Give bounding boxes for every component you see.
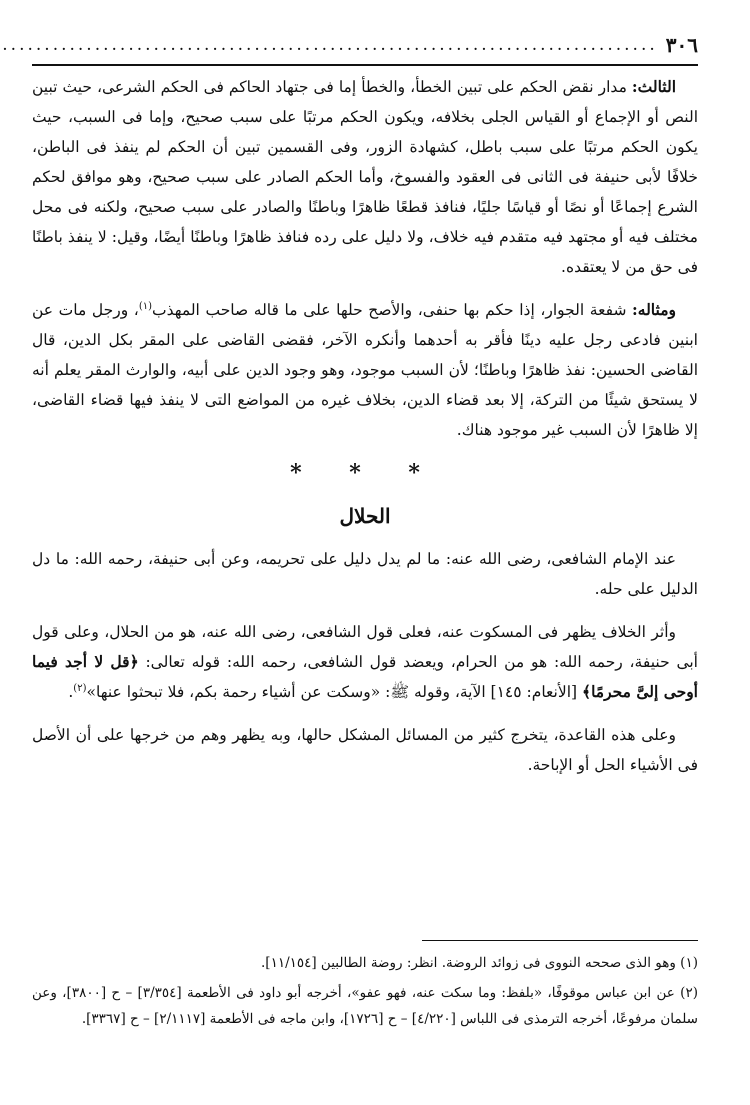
main-text [32,72,698,793]
footnotes [32,950,698,1036]
paragraph-text: مدار نقض الحكم على تبين الخطأ، والخطأ إما فى جتهاد الحاكم فى الحكم الشرعى، حيث تبين النص أو الإجماع أو القياس الجلى بخلافه، ويكون الحكم مرتبًا على سبب صحيح، وإما فى السبب، حيث يكون الحكم مرتبًا على سبب باطل، كشهادة الزور، وفى القسمين تبين أن الحكم لم ينفذ فى الباطن، خلافًا لأبى حنيفة فى الثانى فى العقود والفسوخ، وأما الحكم الصادر على سبب صحيح، وهو موافق لحكم الشرع إجماعًا أو نصًا أو قياسًا جليًا، فنافذ قطعًا ظاهرًا وباطنًا والصادر على سبب صحيح، ولكنه فى محل مختلف فيه أو مجتهد فيه متقدم فيه خلاف، ولا دليل على رده فنافذ ظاهرًا وباطنًا أيضًا، وقيل: لا ينفذ باطنًا فى حق من لا يعتقده. [32,78,698,276]
paragraph-text: شفعة الجوار، إذا حكم بها حنفى، والأصح حلها على ما قاله صاحب المهذب [152,301,633,319]
paragraph-text: عند الإمام الشافعى، رضى الله عنه: ما لم يدل دليل على تحريمه، وعن أبى حنيفة، رحمه الله: ما دل الدليل على حله. [32,550,698,598]
paragraph-text: وعلى هذه القاعدة، يتخرج كثير من المسائل المشكل حالها، وبه يظهر وهم من خرجها على أن الأصل فى الأشياء الحل أو الإباحة. [32,726,698,774]
section-heading: الحلال [339,504,391,528]
footnote-marker-2[interactable]: (٢) [73,682,87,694]
paragraph-text: ، ورجل مات عن ابنين فادعى رجل عليه دينًا فأقر به أحدهما وأنكره الآخر، فقضى القاضى على المقر بكل الدين، قال القاضى الحسين: نفذ ظاهرًا وباطنًا؛ لأن السبب موجود، وهو وجود الدين على أبيه، والوارث المقر يعلم أنه لا يستحق شيئًا من التركة، إلا بعد قضاء الدين، بخلاف غيره من المواضع التى لا ينفذ فيها قضاء القاضى، إلا ظاهرًا لأن السبب غير موجود هناك. [32,301,698,439]
paragraph-text: . [68,683,74,701]
footnote-1: (١) وهو الذى صححه النووى فى زوائد الروضة. انظر: روضة الطالبين [١١/١٥٤]. [261,955,698,971]
paragraph-text: [الأنعام: ١٤٥] الآية، وقوله ﷺ: «وسكت عن أشياء رحمة بكم، فلا تبحثوا عنها» [86,683,582,701]
paragraph-third [32,72,698,282]
footnote-marker-1[interactable]: (١) [138,300,152,312]
paragraph-rule [32,720,698,780]
section-separator: * * * [290,460,440,486]
running-header [2,30,698,60]
header-rule [32,64,698,66]
footnote-rule [422,940,698,941]
header-leader-dots: .............................................................................. [2,35,658,55]
paragraph-dispute [32,617,698,707]
footnote-2: (٢) عن ابن عباس موقوفًا، «بلفظ: وما سكت عنه، فهو عفو»، أخرجه أبو داود فى الأطعمة [٣/٣٥٤] – ح [٣٨٠٠]، وعن سلمان مرفوعًا، أخرجه الترمذى فى اللباس [٤/٢٢٠] – ح [١٧٢٦]، وابن ماجه فى الأطعمة [٢/١١١٧] – ح [٣٣٦٧]. [32,985,698,1027]
paragraph-text: وأثر الخلاف يظهر فى المسكوت عنه، فعلى قول الشافعى، رضى الله عنه، هو من الحلال، وعلى قول أبى حنيفة، رحمه الله: هو من الحرام، ويعضد قول الشافعى، رحمه الله: قوله تعالى: [32,623,698,671]
page-number: ٣٠٦ [665,33,698,57]
paragraph-definition [32,544,698,604]
paragraph-lead: ومثاله: [632,300,676,319]
paragraph-example [32,295,698,445]
quran-quote: ﴿قل لا أجد فيما أوحى إلىَّ محرمًا﴾ [32,652,698,701]
paragraph-lead: الثالث: [631,77,676,96]
